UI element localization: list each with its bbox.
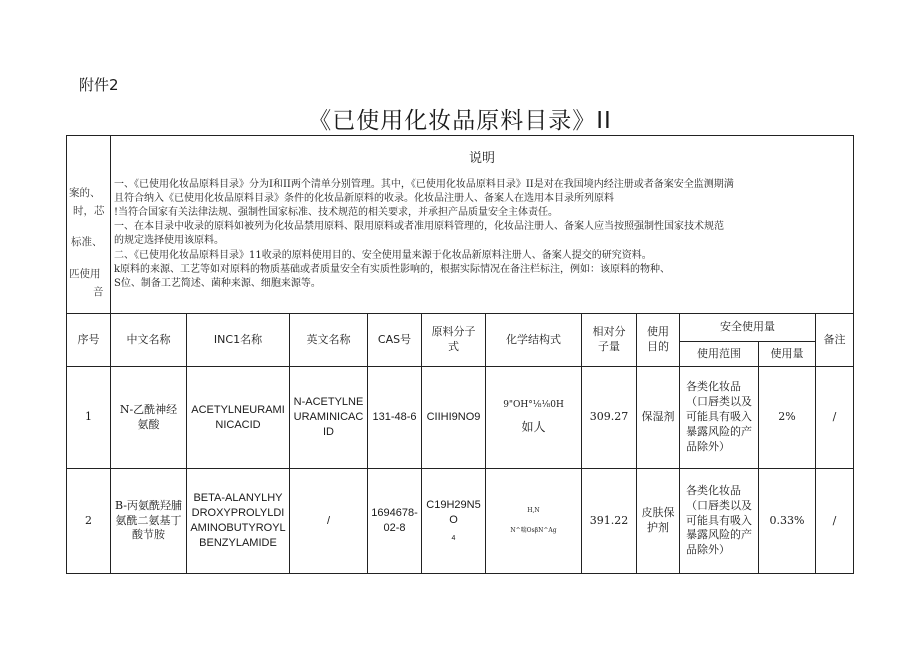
row-scope: 各类化妆品（口唇类以及可能具有吸入暴露风险的产品除外） [680,367,759,469]
page-title: 《已使用化妆品原料目录》II [308,108,612,134]
row-cn-name: B-丙氨酰羟脯氨酰二氨基丁酸节胺 [111,469,187,574]
row-cn-name: N-乙酰神经氨酸 [111,367,187,469]
structure-fragment: H,N [527,506,540,514]
description-heading: 说明 [469,151,496,166]
side-fragment: 咅 [93,286,104,298]
col-header-purpose: 使用目的 [637,314,680,367]
row-mw: 309.27 [582,367,637,469]
col-header-inci: INC1名称 [187,314,290,367]
row-purpose: 保湿剂 [637,367,680,469]
header-row-1 [67,314,854,342]
ingredient-table [66,135,854,574]
row-amount: 2% [759,367,816,469]
table-row [67,469,854,574]
row-inci: BETA-ALANYLHYDROXYPROLYLDIAMINOBUTYROYLBENZYLAMIDE [187,469,290,574]
col-header-cas: CAS号 [368,314,422,367]
row-en-name: / [290,469,368,574]
row-structure [486,469,582,574]
col-header-mw: 相对分子量 [582,314,637,367]
row-amount: 0.33% [759,469,816,574]
description-side-cell [67,136,111,314]
col-header-amount: 使用量 [759,342,816,367]
col-header-formula: 原料分子式 [422,314,486,367]
attachment-label: 附件2 [79,76,119,94]
row-no: 2 [67,469,111,574]
structure-fragment: 如人 [521,420,546,435]
description-line: 一、《已使用化妆品原料目录》分为I和II两个清单分别管理。其中，《已使用化妆品原料目录》II是对在我国境内经注册或者备案安全监测期满 [114,178,734,190]
row-formula-sub: 4 [451,535,456,543]
row-remark: / [816,469,854,574]
col-header-no: 序号 [67,314,111,367]
description-row [67,136,854,314]
side-fragment: 标准、 [71,236,103,248]
row-purpose: 皮肤保护剂 [637,469,680,574]
row-scope: 各类化妆品（口唇类以及可能具有吸入暴露风险的产品除外） [680,469,759,574]
col-header-en-name: 英文名称 [290,314,368,367]
description-line: 一、在本目录中收录的原料如被列为化妆品禁用原料、限用原料或者准用原料管理的，化妆品注册人、备案人应当按照强制性国家技术规范 [114,221,724,233]
description-line: 二、《已使用化妆品原料目录》11收录的原料使用目的、安全使用量来源于化妆品新原料注册人、备案人提交的研究资料。 [114,249,652,261]
row-no: 1 [67,367,111,469]
col-header-remark: 备注 [816,314,854,367]
row-formula [422,469,486,574]
side-fragment: 时，芯 [73,205,105,217]
col-header-cn-name: 中文名称 [111,314,187,367]
structure-fragment: 9"OH°⅛⅛0H [503,400,564,411]
description-line: k原料的来源、工艺等如对原料的物质基础或者质量安全有实质性影响的，根据实际情况在备注栏标注，例如：该原料的物种、 [114,263,671,275]
row-structure [486,367,582,469]
description-cell [111,136,854,314]
col-header-safe-usage: 安全使用量 [680,314,816,342]
row-inci: ACETYLNEURAMINICACID [187,367,290,469]
row-formula-main: C19H29N5O [426,499,481,527]
side-fragment: 匹使用 [69,268,101,280]
row-formula: CIIHI9NO9 [422,367,486,469]
structure-fragment: N^喘OsβN^Ag [510,527,557,534]
description-line: 且符合纳入《已使用化妆品原料目录》条件的化妆品新原料的收录。化妆品注册人、备案人在选用本目录所列原料 [114,192,614,204]
row-cas: 1694678-02-8 [368,469,422,574]
col-header-structure: 化学结构式 [486,314,582,367]
description-line: S位、制备工艺简述、菌种来源、细胞来源等。 [114,277,321,289]
row-cas: 131-48-6 [368,367,422,469]
row-mw: 391.22 [582,469,637,574]
row-en-name: N-ACETYLNEURAMINICACID [290,367,368,469]
description-line: !当符合国家有关法律法规、强制性国家标准、技术规范的相关要求，并承担产品质量安全主体责任。 [114,206,559,218]
description-line: 的规定选择使用该原料。 [114,235,224,247]
table-row [67,367,854,469]
row-remark: / [816,367,854,469]
col-header-scope: 使用范围 [680,342,759,367]
side-fragment: 案的、 [69,187,101,199]
